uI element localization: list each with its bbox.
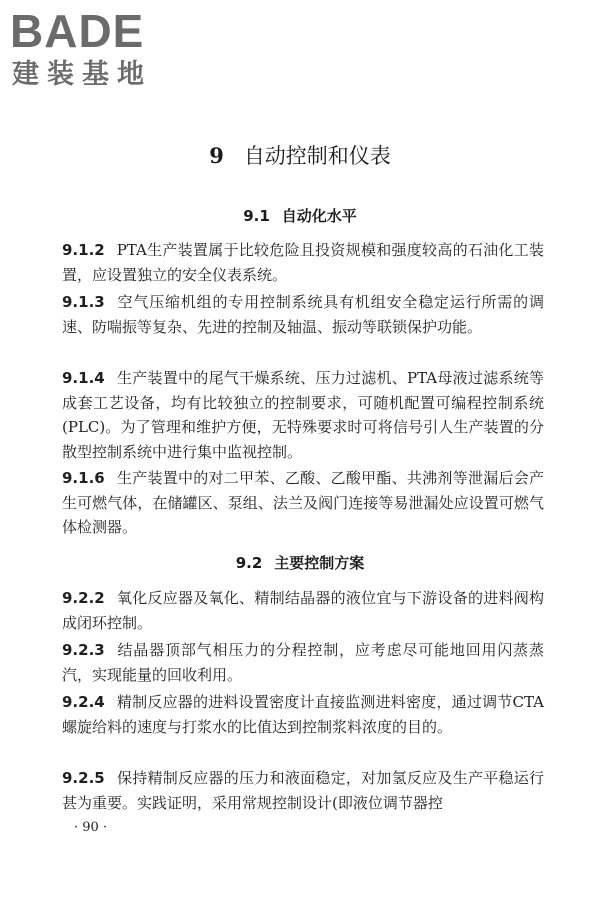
section-number: 9.1 [243, 207, 270, 225]
clause-text: PTA生产装置属于比较危险且投资规模和强度较高的石油化工装置，应设置独立的安全仪表系统。 [62, 241, 544, 284]
chapter-title-text: 自动控制和仪表 [243, 144, 391, 168]
clause [62, 586, 544, 635]
clause-text: 氧化反应器及氧化、精制结晶器的液位宜与下游设备的进料阀构成闭环控制。 [62, 589, 544, 632]
section-heading [0, 205, 600, 226]
clause-number: 9.1.2 [62, 241, 105, 259]
clause-text: 精制反应器的进料设置密度计直接监测进料密度，通过调节CTA螺旋给料的速度与打浆水的比值达到控制浆料浓度的目的。 [62, 693, 544, 736]
clause-text: 空气压缩机组的专用控制系统具有机组安全稳定运行所需的调速、防喘振等复杂、先进的控制及轴温、振动等联锁保护功能。 [62, 293, 544, 336]
clause [62, 766, 544, 815]
clause-text: 结晶器顶部气相压力的分程控制，应考虑尽可能地回用闪蒸蒸汽，实现能量的回收利用。 [62, 641, 544, 684]
clause-text: 生产装置中的尾气干燥系统、压力过滤机、PTA母液过滤系统等成套工艺设备，均有比较独立的控制要求，可随机配置可编程控制系统(PLC)。为了管理和维护方便，无特殊要求时可将信号引人生产装置的分散型控制系统中进行集中监视控制。 [62, 369, 544, 461]
chapter-number: 9 [209, 143, 224, 168]
brand-logo-wordmark: BADE [10, 5, 145, 57]
clause [62, 238, 544, 287]
section-heading [0, 552, 600, 573]
chapter-title [0, 140, 600, 170]
clause-number: 9.2.2 [62, 589, 105, 607]
clause-text: 生产装置中的对二甲苯、乙酸、乙酸甲酯、共沸剂等泄漏后会产生可燃气体，在储罐区、泵组、法兰及阀门连接等易泄漏处应设置可燃气体检测器。 [62, 469, 544, 536]
brand-logo [10, 5, 180, 92]
clause-number: 9.2.3 [62, 641, 105, 659]
page-number: · 90 · [74, 820, 108, 835]
clause-number: 9.1.6 [62, 469, 105, 487]
clause-number: 9.1.3 [62, 293, 105, 311]
clause [62, 366, 544, 464]
clause [62, 466, 544, 540]
clause [62, 690, 544, 739]
clause [62, 290, 544, 339]
clause-number: 9.2.5 [62, 769, 105, 787]
brand-logo-subtitle: 建装基地 [12, 59, 152, 90]
section-title: 主要控制方案 [274, 554, 365, 572]
clause-number: 9.1.4 [62, 369, 105, 387]
clause-text: 保持精制反应器的压力和液面稳定，对加氢反应及生产平稳运行甚为重要。实践证明，采用常规控制设计(即液位调节器控 [62, 769, 544, 812]
clause-number: 9.2.4 [62, 693, 105, 711]
section-title: 自动化水平 [281, 207, 357, 225]
section-number: 9.2 [235, 554, 263, 572]
clause [62, 638, 544, 687]
